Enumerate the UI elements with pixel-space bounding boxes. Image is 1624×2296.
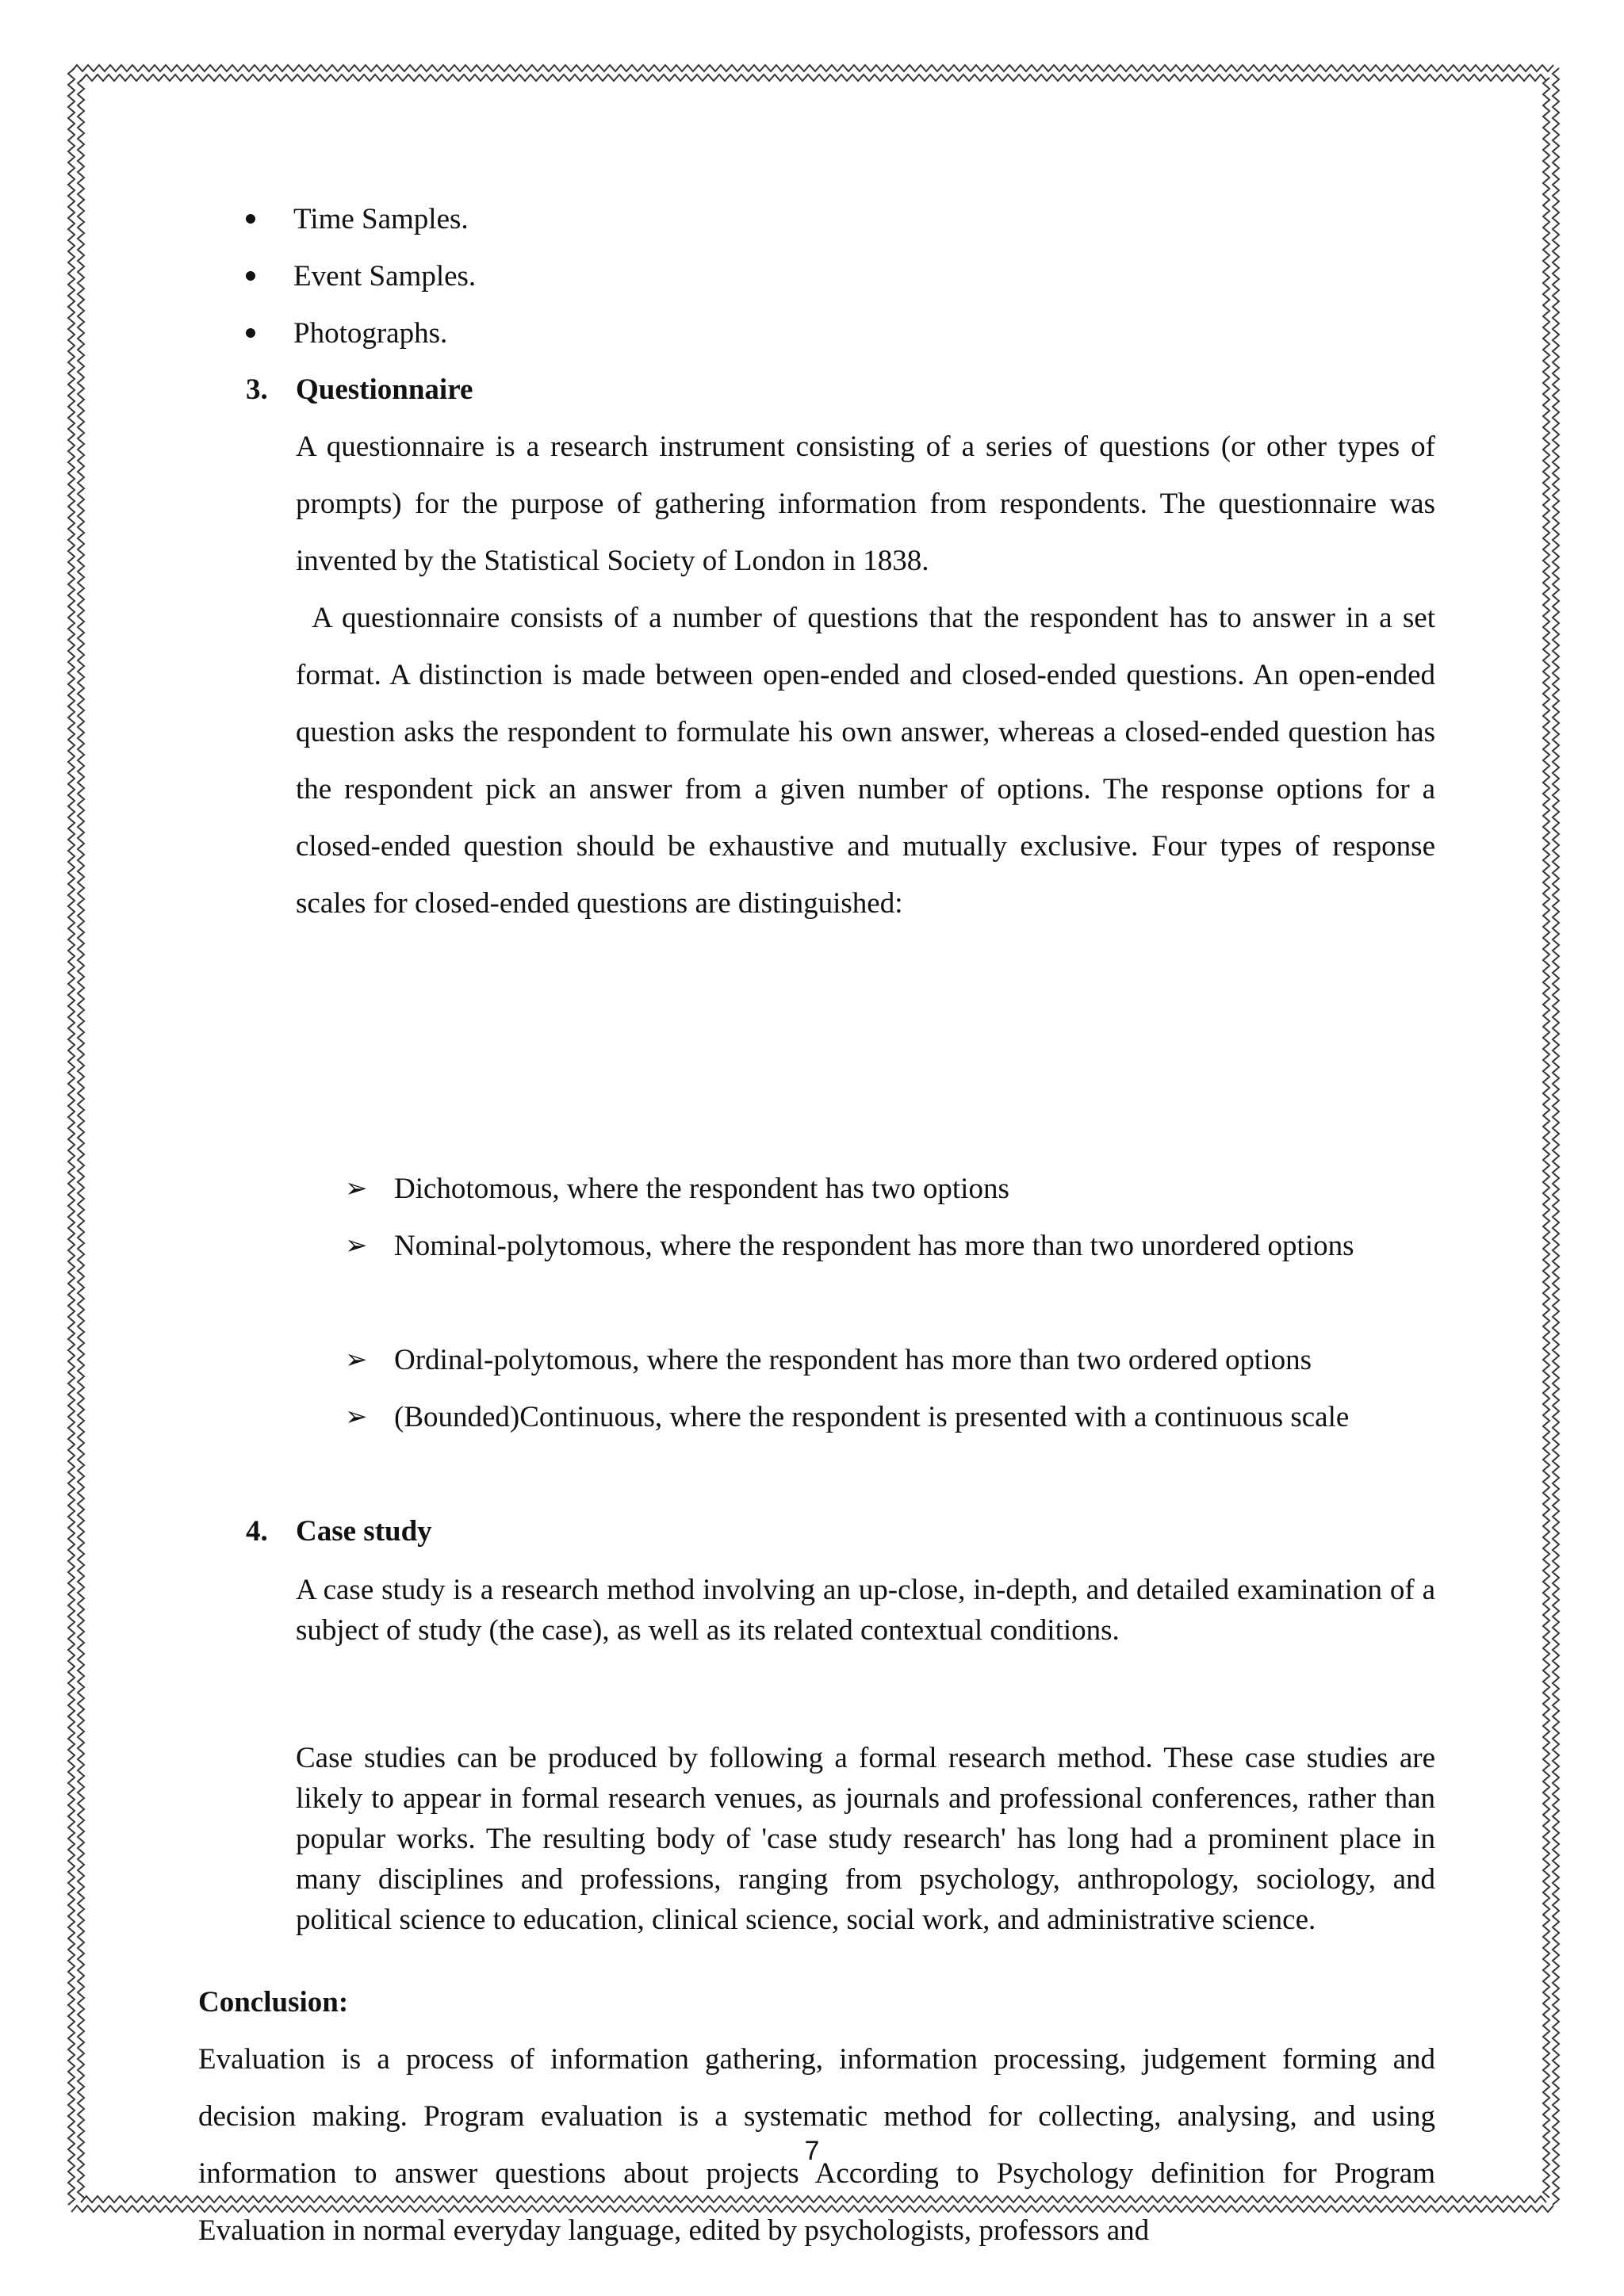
- scale-item: ➢ Dichotomous, where the respondent has two options: [345, 1161, 1435, 1218]
- border-wave-line: [1553, 68, 1559, 2205]
- bullet-item: Photographs.: [246, 304, 447, 362]
- arrow-bullet-icon: ➢: [345, 1231, 368, 1261]
- conclusion-heading: Conclusion:: [198, 1986, 349, 2019]
- scale-item: ➢ (Bounded)Continuous, where the respondent is presented with a continuous scale: [345, 1389, 1435, 1446]
- border-wave-line: [1543, 78, 1549, 2198]
- scale-item: ➢ Nominal-polytomous, where the respondent has more than two unordered options: [345, 1218, 1435, 1275]
- border-wave-line: [81, 75, 1546, 81]
- arrow-bullet-icon: ➢: [345, 1174, 368, 1203]
- conclusion-paragraph: Evaluation is a process of information gathering, information processing, judgement forming and decision making. Program evaluation is a systematic method for collecting, analysing, and using information to answer questions about projects According to Psychology definition for Program Evaluation in normal everyday language, edited by psychologists, professors and: [198, 2043, 1435, 2247]
- page-number: 7: [804, 2136, 820, 2166]
- section-heading-questionnaire: 3. Questionnaire: [246, 373, 473, 406]
- questionnaire-paragraph-2: A questionnaire consists of a number of questions that the respondent has to answer in a set format. A distinction is made between open-ended and closed-ended questions. An open-ended question asks the respondent to formulate his own answer, whereas a closed-ended question has the respondent pick an answer from a given number of options. The response options for a closed-ended question should be exhaustive and mutually exclusive. Four types of response scales for closed-ended questions are distinguished:: [296, 602, 1435, 920]
- bullet-item: Time Samples.: [246, 190, 469, 247]
- section-heading-case-study: 4. Case study: [246, 1515, 432, 1548]
- bullet-icon: [246, 214, 255, 224]
- bullet-item: Event Samples.: [246, 247, 476, 304]
- border-wave-line: [68, 68, 75, 2205]
- bullet-icon: [246, 271, 255, 281]
- case-study-paragraph-1: A case study is a research method involving an up-close, in-depth, and detailed examination of a subject of study (the case), as well as its related contextual conditions.: [296, 1574, 1435, 1647]
- border-wave-line: [71, 65, 1553, 71]
- arrow-bullet-icon: ➢: [345, 1402, 368, 1432]
- case-study-paragraph-2: Case studies can be produced by following a formal research method. These case studies are likely to appear in formal research venues, as journals and professional conferences, rather than popular works. The resulting body of 'case study research' has long had a prominent place in many disciplines and professions, ranging from psychology, anthropology, sociology, and political science to education, clinical science, social work, and administrative science.: [296, 1742, 1435, 1936]
- border-wave-line: [78, 78, 84, 2198]
- scale-item: ➢ Ordinal-polytomous, where the respondent has more than two ordered options: [345, 1332, 1435, 1389]
- bullet-icon: [246, 328, 255, 338]
- questionnaire-paragraph-1: A questionnaire is a research instrument consisting of a series of questions (or other types of prompts) for the purpose of gathering information from respondents. The questionnaire was invented by the Statistical Society of London in 1838.: [296, 430, 1435, 577]
- arrow-bullet-icon: ➢: [345, 1345, 368, 1375]
